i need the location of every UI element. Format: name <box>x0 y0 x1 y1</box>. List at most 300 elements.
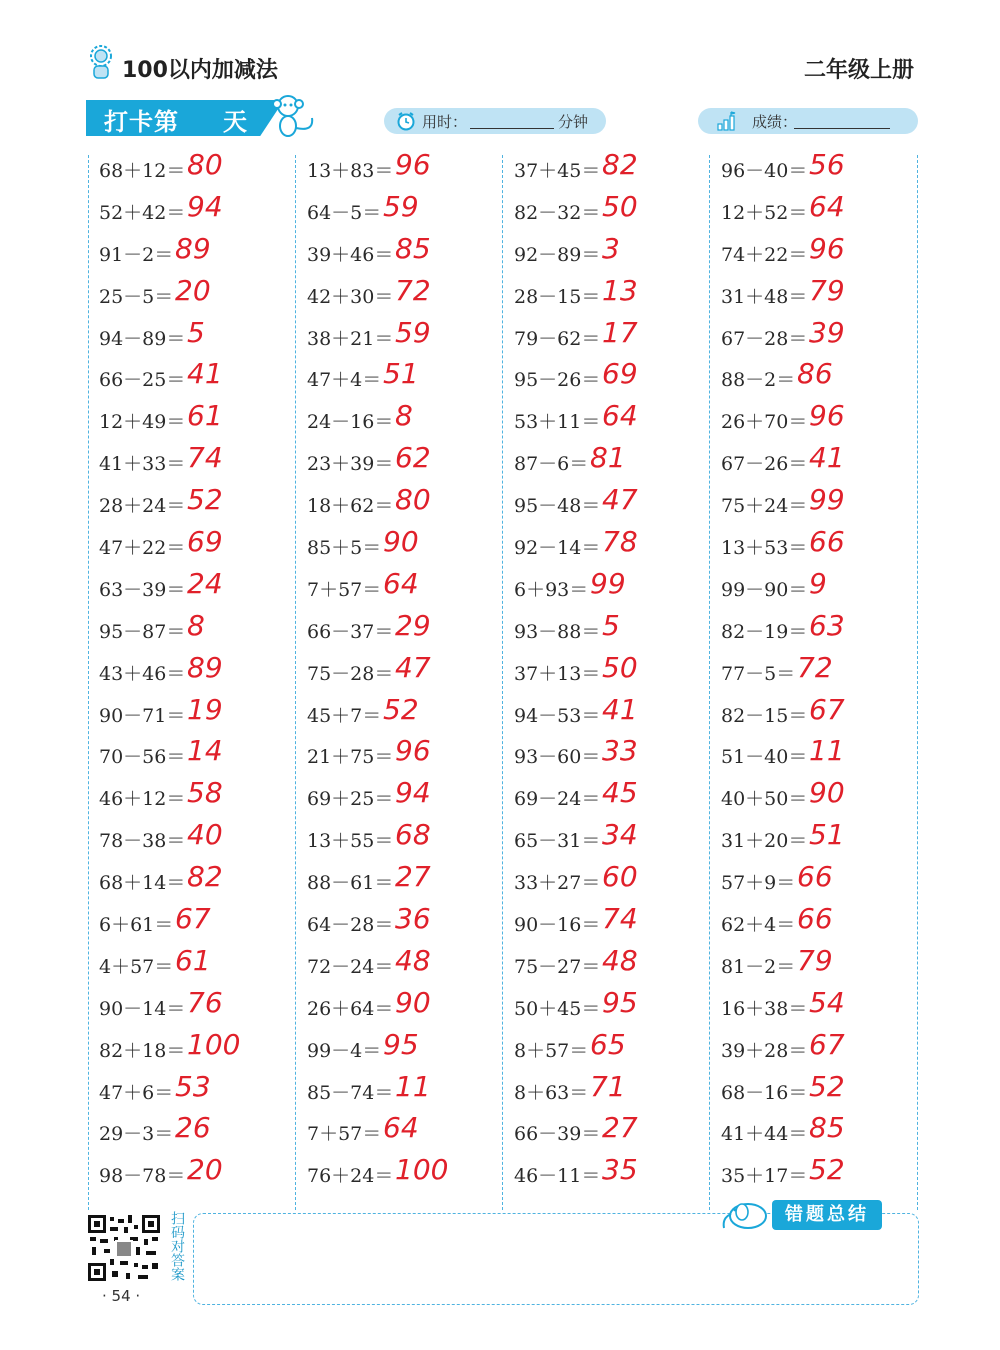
handwritten-answer[interactable]: 11 <box>395 1069 431 1103</box>
equation: 82－19＝ <box>721 620 808 643</box>
exercise-column-1 <box>99 148 299 1195</box>
equation: 31＋20＝ <box>721 830 808 853</box>
handwritten-answer[interactable]: 51 <box>809 818 845 852</box>
handwritten-answer[interactable]: 100 <box>187 1027 241 1061</box>
exercise-row <box>514 232 714 274</box>
exercise-row <box>99 1070 299 1112</box>
exercise-row <box>514 609 714 651</box>
equation: 82－32＝ <box>514 201 601 224</box>
equation: 93－88＝ <box>514 620 601 643</box>
equation: 76＋24＝ <box>307 1165 394 1188</box>
handwritten-answer[interactable]: 40 <box>187 818 223 852</box>
equation: 35＋17＝ <box>721 1165 808 1188</box>
equation: 37＋45＝ <box>514 160 601 182</box>
exercise-row <box>721 776 921 818</box>
handwritten-answer[interactable]: 68 <box>395 818 431 852</box>
equation: 28－15＝ <box>514 285 601 308</box>
exercise-row <box>99 567 299 609</box>
exercise-row <box>99 399 299 441</box>
handwritten-answer[interactable]: 99 <box>809 483 845 517</box>
equation: 75＋24＝ <box>721 495 808 518</box>
handwritten-answer[interactable]: 41 <box>187 357 223 391</box>
handwritten-answer[interactable]: 100 <box>395 1153 449 1187</box>
handwritten-answer[interactable]: 64 <box>809 189 845 223</box>
handwritten-answer[interactable]: 11 <box>809 734 845 768</box>
exercise-row <box>721 818 921 860</box>
equation: 81－2＝ <box>721 955 796 978</box>
exercise-row <box>514 1028 714 1070</box>
equation: 63－39＝ <box>99 578 186 601</box>
handwritten-answer[interactable]: 41 <box>809 441 845 475</box>
handwritten-answer[interactable]: 52 <box>383 692 419 726</box>
exercise-row <box>514 483 714 525</box>
handwritten-answer[interactable]: 27 <box>602 1111 638 1145</box>
exercise-row <box>99 190 299 232</box>
handwritten-answer[interactable]: 79 <box>809 273 845 307</box>
equation: 66－39＝ <box>514 1123 601 1146</box>
exercise-row <box>307 190 507 232</box>
handwritten-answer[interactable]: 50 <box>602 189 638 223</box>
exercise-row <box>99 441 299 483</box>
equation: 16＋38＝ <box>721 997 808 1020</box>
handwritten-answer[interactable]: 8 <box>395 399 413 433</box>
equation: 70－56＝ <box>99 746 186 769</box>
handwritten-answer[interactable]: 36 <box>395 902 431 936</box>
handwritten-answer[interactable]: 65 <box>590 1027 626 1061</box>
exercise-row <box>307 148 507 190</box>
exercise-row <box>514 357 714 399</box>
exercise-row <box>514 734 714 776</box>
equation: 88－61＝ <box>307 872 394 895</box>
handwritten-answer[interactable]: 34 <box>602 818 638 852</box>
exercise-row <box>514 860 714 902</box>
exercise-row <box>99 776 299 818</box>
equation: 42＋30＝ <box>307 285 394 308</box>
equation: 64－28＝ <box>307 914 394 937</box>
equation: 66－37＝ <box>307 620 394 643</box>
equation: 82＋18＝ <box>99 1039 186 1062</box>
handwritten-answer[interactable]: 14 <box>187 734 223 768</box>
exercise-row <box>307 860 507 902</box>
equation: 47＋22＝ <box>99 537 186 560</box>
equation: 46＋12＝ <box>99 788 186 811</box>
handwritten-answer[interactable]: 67 <box>809 1027 845 1061</box>
equation: 72－24＝ <box>307 955 394 978</box>
exercise-row <box>307 483 507 525</box>
handwritten-answer[interactable]: 66 <box>809 525 845 559</box>
handwritten-answer[interactable]: 17 <box>602 315 638 349</box>
exercise-row <box>721 1028 921 1070</box>
handwritten-answer[interactable]: 66 <box>797 902 833 936</box>
exercise-row <box>307 776 507 818</box>
handwritten-answer[interactable]: 89 <box>187 650 223 684</box>
handwritten-answer[interactable]: 26 <box>175 1111 211 1145</box>
time-label: 用时： <box>422 113 468 131</box>
exercise-row <box>721 693 921 735</box>
exercise-row <box>307 232 507 274</box>
handwritten-answer[interactable]: 85 <box>395 231 431 265</box>
handwritten-answer[interactable]: 74 <box>602 902 638 936</box>
equation: 29－3＝ <box>99 1123 174 1146</box>
exercise-row <box>514 776 714 818</box>
handwritten-answer[interactable]: 3 <box>602 231 620 265</box>
equation: 41＋33＝ <box>99 453 186 476</box>
exercise-row <box>721 357 921 399</box>
exercise-row <box>307 944 507 986</box>
equation: 69＋25＝ <box>307 788 394 811</box>
handwritten-answer[interactable]: 95 <box>383 1027 419 1061</box>
equation: 99－4＝ <box>307 1039 382 1062</box>
equation: 23＋39＝ <box>307 453 394 476</box>
equation: 82－15＝ <box>721 704 808 727</box>
exercise-row <box>721 651 921 693</box>
handwritten-answer[interactable]: 47 <box>602 483 638 517</box>
handwritten-answer[interactable]: 81 <box>590 441 626 475</box>
exercise-row <box>721 1153 921 1195</box>
equation: 65－31＝ <box>514 830 601 853</box>
exercise-row <box>99 609 299 651</box>
exercise-row <box>99 902 299 944</box>
exercise-row <box>721 525 921 567</box>
equation: 79－62＝ <box>514 327 601 350</box>
equation: 43＋46＝ <box>99 662 186 685</box>
equation: 88－2＝ <box>721 369 796 392</box>
equation: 45＋7＝ <box>307 704 382 727</box>
equation: 38＋21＝ <box>307 327 394 350</box>
equation: 8＋63＝ <box>514 1081 589 1104</box>
exercise-row <box>514 399 714 441</box>
handwritten-answer[interactable]: 78 <box>602 525 638 559</box>
exercise-column-2 <box>307 148 507 1195</box>
equation: 99－90＝ <box>721 578 808 601</box>
handwritten-answer[interactable]: 63 <box>809 608 845 642</box>
handwritten-answer[interactable]: 53 <box>175 1069 211 1103</box>
equation: 13＋53＝ <box>721 537 808 560</box>
equation: 68－16＝ <box>721 1081 808 1104</box>
equation: 85＋5＝ <box>307 537 382 560</box>
equation: 57＋9＝ <box>721 872 796 895</box>
exercise-column-3 <box>514 148 714 1195</box>
column-divider <box>88 155 89 1210</box>
equation: 39＋28＝ <box>721 1039 808 1062</box>
exercise-row <box>99 316 299 358</box>
exercise-column-4 <box>721 148 921 1195</box>
equation: 95－48＝ <box>514 495 601 518</box>
equation: 62＋4＝ <box>721 914 796 937</box>
equation: 94－89＝ <box>99 327 186 350</box>
handwritten-answer[interactable]: 89 <box>175 231 211 265</box>
equation: 40＋50＝ <box>721 788 808 811</box>
handwritten-answer[interactable]: 24 <box>187 566 223 600</box>
handwritten-answer[interactable]: 82 <box>187 860 223 894</box>
equation: 92－89＝ <box>514 243 601 266</box>
exercise-row <box>721 567 921 609</box>
exercise-row <box>514 1153 714 1195</box>
handwritten-answer[interactable]: 64 <box>602 399 638 433</box>
exercise-row <box>514 441 714 483</box>
chart-icon <box>716 111 738 131</box>
exercise-row <box>99 986 299 1028</box>
punch-card-label: 打卡第 <box>104 108 179 136</box>
exercise-row <box>99 274 299 316</box>
time-input-line[interactable] <box>470 128 554 129</box>
page-number: · 54 · <box>102 1287 141 1305</box>
handwritten-answer[interactable]: 90 <box>809 776 845 810</box>
handwritten-answer[interactable]: 96 <box>395 148 431 181</box>
exercise-row <box>99 693 299 735</box>
exercise-row <box>99 483 299 525</box>
exercise-row <box>514 525 714 567</box>
exercise-row <box>307 693 507 735</box>
handwritten-answer[interactable]: 29 <box>395 608 431 642</box>
handwritten-answer[interactable]: 82 <box>602 148 638 181</box>
equation: 33＋27＝ <box>514 872 601 895</box>
handwritten-answer[interactable]: 74 <box>187 441 223 475</box>
exercise-row <box>721 944 921 986</box>
exercise-row <box>721 274 921 316</box>
exercise-row <box>514 148 714 190</box>
equation: 93－60＝ <box>514 746 601 769</box>
exercise-row <box>514 902 714 944</box>
exercise-row <box>99 1028 299 1070</box>
exercise-row <box>514 693 714 735</box>
equation: 51－40＝ <box>721 746 808 769</box>
handwritten-answer[interactable]: 80 <box>187 148 223 181</box>
handwritten-answer[interactable]: 39 <box>809 315 845 349</box>
equation: 24－16＝ <box>307 411 394 434</box>
exercise-row <box>307 1111 507 1153</box>
exercise-row <box>514 567 714 609</box>
handwritten-answer[interactable]: 90 <box>383 525 419 559</box>
exercise-row <box>514 651 714 693</box>
handwritten-answer[interactable]: 86 <box>797 357 833 391</box>
equation: 75－27＝ <box>514 955 601 978</box>
handwritten-answer[interactable]: 60 <box>602 860 638 894</box>
handwritten-answer[interactable]: 50 <box>602 650 638 684</box>
exercise-row <box>307 734 507 776</box>
equation: 90－16＝ <box>514 914 601 937</box>
handwritten-answer[interactable]: 80 <box>395 483 431 517</box>
exercise-row <box>514 944 714 986</box>
handwritten-answer[interactable]: 90 <box>395 985 431 1019</box>
equation: 41＋44＝ <box>721 1123 808 1146</box>
handwritten-answer[interactable]: 94 <box>395 776 431 810</box>
lion-logo-icon <box>86 44 116 80</box>
monkey-icon <box>268 92 322 142</box>
handwritten-answer[interactable]: 8 <box>187 608 205 642</box>
handwritten-answer[interactable]: 59 <box>383 189 419 223</box>
handwritten-answer[interactable]: 96 <box>395 734 431 768</box>
handwritten-answer[interactable]: 52 <box>809 1069 845 1103</box>
exercise-row <box>307 1028 507 1070</box>
handwritten-answer[interactable]: 5 <box>602 608 620 642</box>
handwritten-answer[interactable]: 64 <box>383 1111 419 1145</box>
exercise-row <box>721 148 921 190</box>
equation: 21＋75＝ <box>307 746 394 769</box>
exercise-row <box>99 651 299 693</box>
exercise-row <box>307 651 507 693</box>
handwritten-answer[interactable]: 35 <box>602 1153 638 1187</box>
exercise-row <box>307 274 507 316</box>
handwritten-answer[interactable]: 99 <box>590 566 626 600</box>
exercise-row <box>721 860 921 902</box>
equation: 52＋42＝ <box>99 201 186 224</box>
equation: 96－40＝ <box>721 160 808 182</box>
exercise-row <box>99 1153 299 1195</box>
exercise-row <box>307 567 507 609</box>
exercise-row <box>721 399 921 441</box>
equation: 53＋11＝ <box>514 411 601 434</box>
handwritten-answer[interactable]: 52 <box>187 483 223 517</box>
handwritten-answer[interactable]: 56 <box>809 148 845 181</box>
handwritten-answer[interactable]: 13 <box>602 273 638 307</box>
exercise-row <box>307 902 507 944</box>
handwritten-answer[interactable]: 67 <box>809 692 845 726</box>
equation: 46－11＝ <box>514 1165 601 1188</box>
handwritten-answer[interactable]: 19 <box>187 692 223 726</box>
handwritten-answer[interactable]: 69 <box>602 357 638 391</box>
exercise-row <box>721 609 921 651</box>
handwritten-answer[interactable]: 5 <box>187 315 205 349</box>
handwritten-answer[interactable]: 45 <box>602 776 638 810</box>
handwritten-answer[interactable]: 27 <box>395 860 431 894</box>
exercise-row <box>307 609 507 651</box>
equation: 85－74＝ <box>307 1081 394 1104</box>
handwritten-answer[interactable]: 72 <box>395 273 431 307</box>
handwritten-answer[interactable]: 51 <box>383 357 419 391</box>
exercise-row <box>99 525 299 567</box>
exercise-row <box>721 483 921 525</box>
equation: 47＋4＝ <box>307 369 382 392</box>
exercise-row <box>514 818 714 860</box>
handwritten-answer[interactable]: 79 <box>797 943 833 977</box>
handwritten-answer[interactable]: 96 <box>809 399 845 433</box>
exercise-row <box>99 944 299 986</box>
exercise-row <box>721 441 921 483</box>
equation: 8＋57＝ <box>514 1039 589 1062</box>
handwritten-answer[interactable]: 69 <box>187 525 223 559</box>
mistake-summary-title: 错题总结 <box>772 1200 882 1230</box>
handwritten-answer[interactable]: 41 <box>602 692 638 726</box>
exercise-row <box>514 1111 714 1153</box>
equation: 31＋48＝ <box>721 285 808 308</box>
equation: 94－53＝ <box>514 704 601 727</box>
exercise-row <box>307 525 507 567</box>
exercise-row <box>99 148 299 190</box>
exercise-row <box>99 734 299 776</box>
handwritten-answer[interactable]: 54 <box>809 985 845 1019</box>
equation: 67－26＝ <box>721 453 808 476</box>
clock-icon <box>396 111 416 131</box>
handwritten-answer[interactable]: 52 <box>809 1153 845 1187</box>
exercise-row <box>721 734 921 776</box>
equation: 67－28＝ <box>721 327 808 350</box>
equation: 47＋6＝ <box>99 1081 174 1104</box>
equation: 4＋57＝ <box>99 955 174 978</box>
equation: 64－5＝ <box>307 201 382 224</box>
exercise-row <box>99 232 299 274</box>
equation: 87－6＝ <box>514 453 589 476</box>
equation: 26＋70＝ <box>721 411 808 434</box>
handwritten-answer[interactable]: 61 <box>187 399 223 433</box>
exercise-row <box>721 190 921 232</box>
equation: 26＋64＝ <box>307 997 394 1020</box>
equation: 13＋83＝ <box>307 160 394 182</box>
score-label: 成绩： <box>752 113 798 131</box>
equation: 75－28＝ <box>307 662 394 685</box>
exercise-row <box>307 399 507 441</box>
handwritten-answer[interactable]: 48 <box>602 943 638 977</box>
book-title: 100以内加减法 <box>122 58 278 83</box>
handwritten-answer[interactable]: 76 <box>187 985 223 1019</box>
score-input-line[interactable] <box>794 128 890 129</box>
equation: 6＋61＝ <box>99 914 174 937</box>
handwritten-answer[interactable]: 64 <box>383 566 419 600</box>
equation: 25－5＝ <box>99 285 174 308</box>
equation: 69－24＝ <box>514 788 601 811</box>
handwritten-answer[interactable]: 20 <box>187 1153 223 1187</box>
handwritten-answer[interactable]: 94 <box>187 189 223 223</box>
equation: 95－87＝ <box>99 620 186 643</box>
scan-for-answers-label: 扫码对答案 <box>169 1211 185 1281</box>
equation: 6＋93＝ <box>514 578 589 601</box>
handwritten-answer[interactable]: 61 <box>175 943 211 977</box>
equation: 28＋24＝ <box>99 495 186 518</box>
exercise-row <box>99 357 299 399</box>
exercise-row <box>99 818 299 860</box>
equation: 13＋55＝ <box>307 830 394 853</box>
equation: 39＋46＝ <box>307 243 394 266</box>
handwritten-answer[interactable]: 95 <box>602 985 638 1019</box>
equation: 91－2＝ <box>99 243 174 266</box>
equation: 98－78＝ <box>99 1165 186 1188</box>
handwritten-answer[interactable]: 66 <box>797 860 833 894</box>
handwritten-answer[interactable]: 85 <box>809 1111 845 1145</box>
handwritten-answer[interactable]: 33 <box>602 734 638 768</box>
handwritten-answer[interactable]: 62 <box>395 441 431 475</box>
exercise-row <box>99 860 299 902</box>
equation: 66－25＝ <box>99 369 186 392</box>
exercise-row <box>721 1070 921 1112</box>
equation: 74＋22＝ <box>721 243 808 266</box>
exercise-row <box>721 1111 921 1153</box>
handwritten-answer[interactable]: 59 <box>395 315 431 349</box>
equation: 68＋12＝ <box>99 160 186 182</box>
handwritten-answer[interactable]: 58 <box>187 776 223 810</box>
exercise-row <box>307 357 507 399</box>
handwritten-answer[interactable]: 96 <box>809 231 845 265</box>
equation: 78－38＝ <box>99 830 186 853</box>
qr-code-icon[interactable] <box>86 1213 162 1283</box>
handwritten-answer[interactable]: 47 <box>395 650 431 684</box>
exercise-row <box>307 818 507 860</box>
exercise-row <box>307 441 507 483</box>
handwritten-answer[interactable]: 20 <box>175 273 211 307</box>
exercise-row <box>721 316 921 358</box>
equation: 18＋62＝ <box>307 495 394 518</box>
equation: 90－14＝ <box>99 997 186 1020</box>
handwritten-answer[interactable]: 9 <box>809 566 827 600</box>
exercise-row <box>99 1111 299 1153</box>
handwritten-answer[interactable]: 67 <box>175 902 211 936</box>
time-unit: 分钟 <box>558 113 589 131</box>
exercise-row <box>514 316 714 358</box>
handwritten-answer[interactable]: 48 <box>395 943 431 977</box>
equation: 68＋14＝ <box>99 872 186 895</box>
exercise-row <box>514 986 714 1028</box>
handwritten-answer[interactable]: 71 <box>590 1069 626 1103</box>
handwritten-answer[interactable]: 72 <box>797 650 833 684</box>
